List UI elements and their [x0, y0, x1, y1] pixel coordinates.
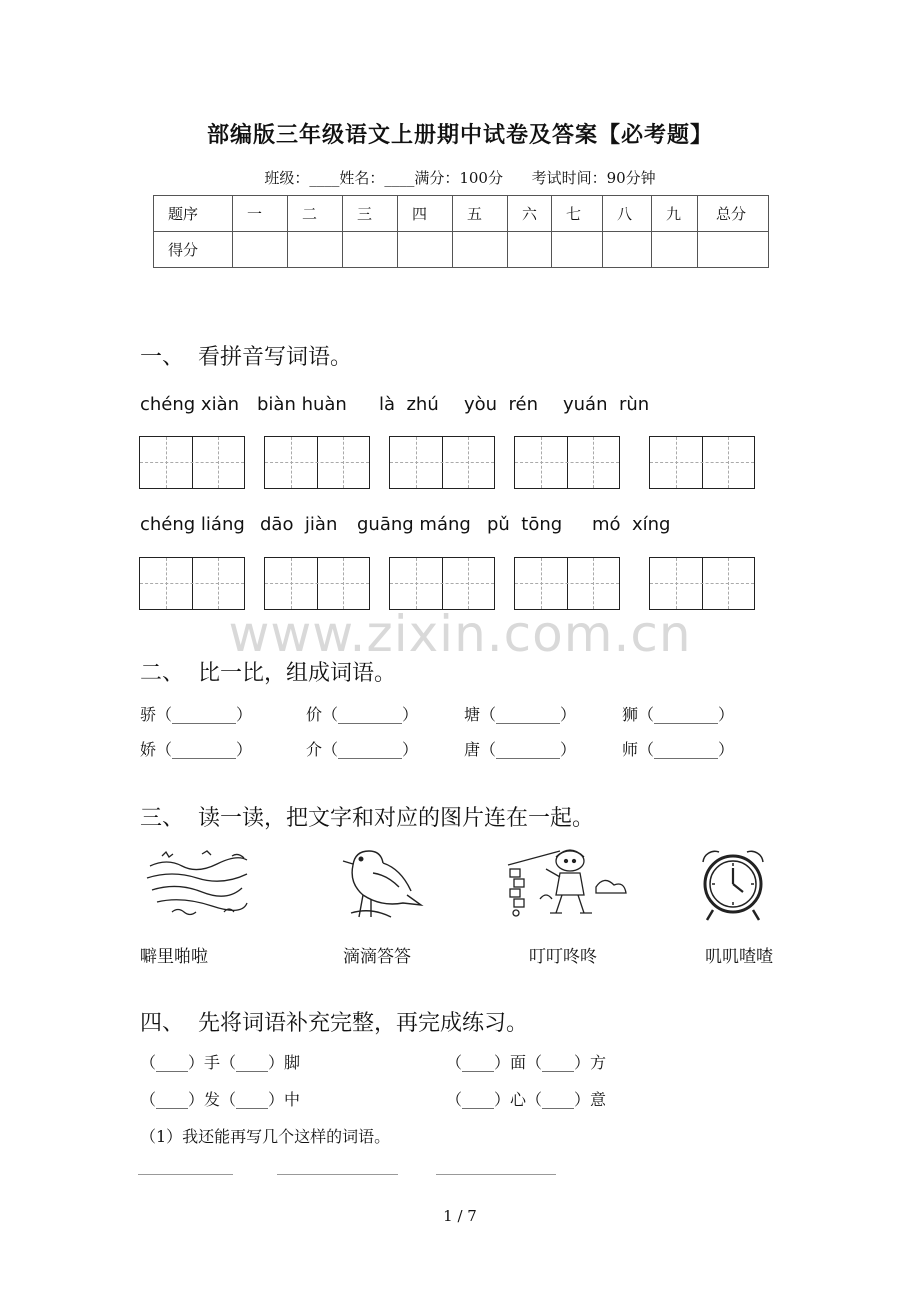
table-cell: 二	[288, 196, 343, 232]
pinyin-label: guāng máng	[357, 514, 471, 535]
score-cell[interactable]	[552, 232, 603, 268]
answer-line[interactable]	[277, 1174, 398, 1175]
pinyin-label: yuán rùn	[563, 394, 650, 415]
stream-picture[interactable]	[142, 848, 252, 920]
writing-grid[interactable]	[649, 436, 755, 489]
score-cell[interactable]	[233, 232, 288, 268]
writing-grid[interactable]	[139, 436, 245, 489]
page-number: 1 / 7	[443, 1207, 477, 1225]
watermark: www.zixin.com.cn	[228, 605, 692, 663]
pinyin-label: dāo jiàn	[260, 514, 338, 535]
score-cell[interactable]	[698, 232, 769, 268]
writing-grid[interactable]	[389, 436, 495, 489]
question-text: （1）我还能再写几个这样的词语。	[140, 1127, 391, 1146]
firecracker-boy-picture[interactable]	[500, 843, 630, 923]
writing-grid[interactable]	[514, 557, 620, 610]
table-cell: 六	[508, 196, 552, 232]
compare-item[interactable]: 骄（________）	[140, 705, 253, 724]
page-title: 部编版三年级语文上册期中试卷及答案【必考题】	[206, 122, 713, 148]
table-cell: 九	[652, 196, 698, 232]
answer-line[interactable]	[436, 1174, 556, 1175]
writing-grid[interactable]	[139, 557, 245, 610]
sound-word-label[interactable]: 滴滴答答	[343, 947, 411, 967]
score-cell[interactable]	[288, 232, 343, 268]
compare-item[interactable]: 师（________）	[622, 740, 735, 759]
score-table	[153, 195, 769, 268]
pinyin-label: yòu rén	[464, 394, 539, 415]
score-table-score-row	[154, 232, 769, 268]
score-cell[interactable]	[398, 232, 453, 268]
score-table-header-row	[154, 196, 769, 232]
idiom-fill-item[interactable]: （____）心（____）意	[446, 1090, 607, 1109]
compare-item[interactable]: 狮（________）	[622, 705, 735, 724]
table-cell: 八	[603, 196, 652, 232]
idiom-fill-item[interactable]: （____）手（____）脚	[140, 1053, 301, 1072]
pinyin-label: biàn huàn	[257, 394, 347, 415]
compare-item[interactable]: 塘（________）	[464, 705, 577, 724]
table-cell: 五	[453, 196, 508, 232]
table-cell: 题序	[154, 196, 233, 232]
idiom-fill-item[interactable]: （____）发（____）中	[140, 1090, 301, 1109]
answer-line[interactable]	[138, 1174, 233, 1175]
score-cell[interactable]	[453, 232, 508, 268]
writing-grid[interactable]	[264, 557, 370, 610]
compare-item[interactable]: 娇（________）	[140, 740, 253, 759]
pinyin-label: mó xíng	[592, 514, 671, 535]
table-cell: 七	[552, 196, 603, 232]
section2-heading: 二、 比一比，组成词语。	[140, 661, 396, 686]
pinyin-label: chéng liáng	[140, 514, 245, 535]
table-cell: 三	[343, 196, 398, 232]
compare-item[interactable]: 介（________）	[306, 740, 419, 759]
pinyin-label: pǔ tōng	[487, 514, 563, 535]
alarm-clock-picture[interactable]	[693, 846, 773, 924]
sound-word-label[interactable]: 叽叽喳喳	[705, 947, 773, 967]
writing-grid[interactable]	[514, 436, 620, 489]
section1-heading: 一、 看拼音写词语。	[140, 345, 352, 370]
writing-grid[interactable]	[389, 557, 495, 610]
score-cell[interactable]	[603, 232, 652, 268]
section4-heading: 四、 先将词语补充完整，再完成练习。	[140, 1011, 528, 1036]
score-cell[interactable]	[508, 232, 552, 268]
score-cell[interactable]	[652, 232, 698, 268]
compare-item[interactable]: 唐（________）	[464, 740, 577, 759]
score-cell[interactable]	[343, 232, 398, 268]
idiom-fill-item[interactable]: （____）面（____）方	[446, 1053, 607, 1072]
table-cell: 一	[233, 196, 288, 232]
exam-info: 班级：____姓名：____满分：100分 考试时间：90分钟	[264, 169, 656, 187]
section3-heading: 三、 读一读，把文字和对应的图片连在一起。	[140, 806, 594, 831]
bird-picture[interactable]	[335, 843, 425, 923]
table-cell: 得分	[154, 232, 233, 268]
sound-word-label[interactable]: 叮叮咚咚	[529, 947, 597, 967]
sound-word-label[interactable]: 噼里啪啦	[140, 947, 208, 967]
table-cell: 四	[398, 196, 453, 232]
table-cell: 总分	[698, 196, 769, 232]
pinyin-label: là zhú	[379, 394, 439, 415]
pinyin-label: chéng xiàn	[140, 394, 240, 415]
compare-item[interactable]: 价（________）	[306, 705, 419, 724]
writing-grid[interactable]	[264, 436, 370, 489]
writing-grid[interactable]	[649, 557, 755, 610]
